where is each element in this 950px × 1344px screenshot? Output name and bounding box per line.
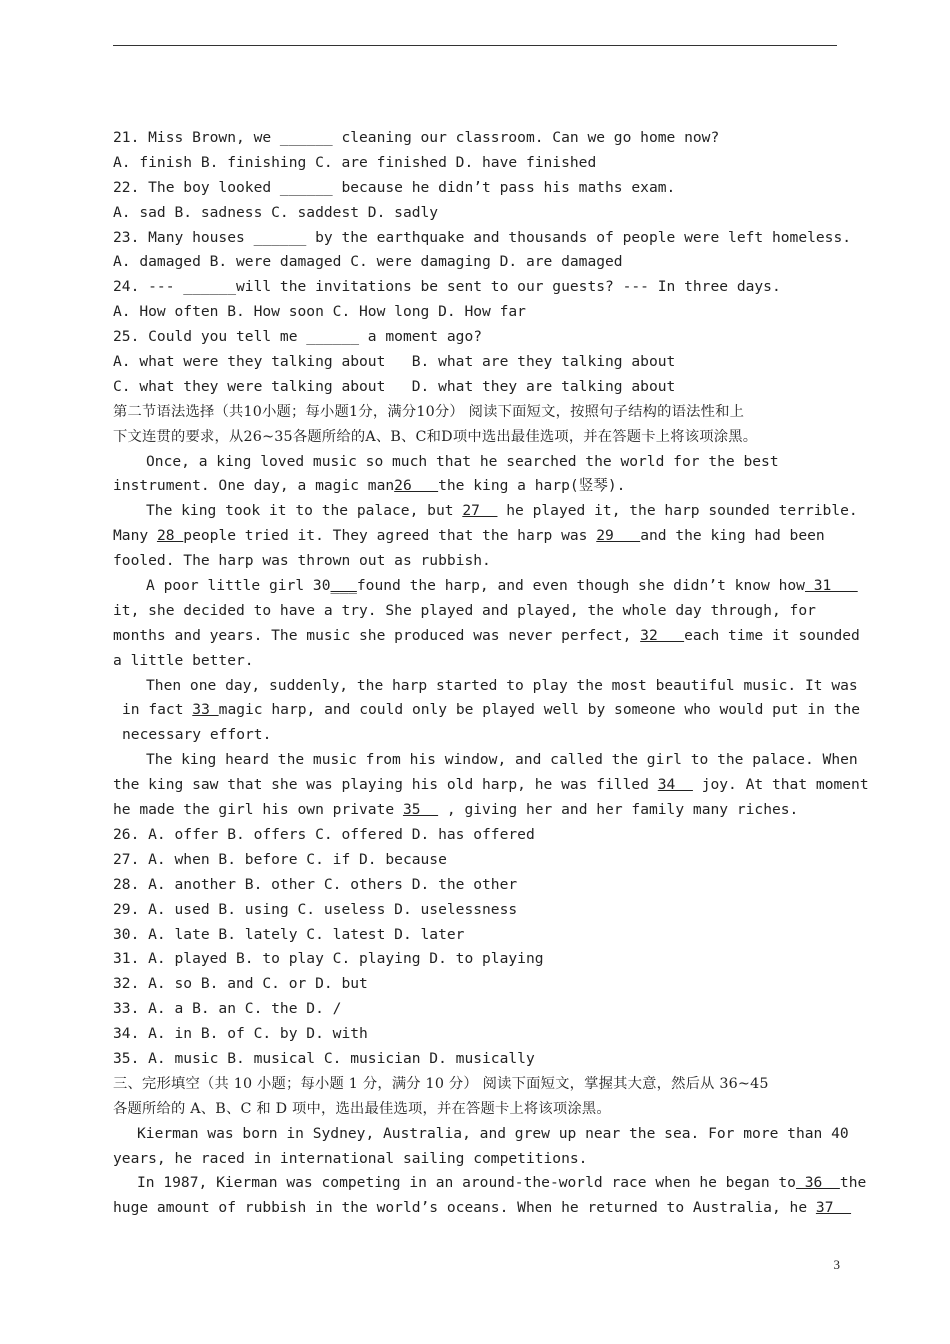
grammar-options-list [113,823,837,1072]
passage-line [113,574,858,599]
passage-text: people tried it. They agreed that the harp was [183,527,597,545]
passage-text: joy. At that moment [692,776,869,794]
passage-text: in fact [122,701,193,719]
question-stem: 21. Miss Brown, we ______ cleaning our classroom. Can we go home now? [113,129,720,146]
passage-line: Then one day, suddenly, the harp started to play the most beautiful music. It was [146,676,858,694]
passage-text: A poor little girl 30 [146,577,331,595]
blank-27: 27 [462,502,498,520]
passage-text: huge amount of rubbish in the world’s oceans. When he returned to Australia, he [113,1199,816,1217]
option-row: 32. A. so B. and C. or D. but [113,975,368,993]
passage-line: Once, a king loved music so much that he searched the world for the best [146,452,779,470]
blank-26: 26 [394,477,439,495]
question-25 [113,325,837,400]
question-stem: 25. Could you tell me ______ a moment ago? [113,328,483,346]
question-options: A. damaged B. were damaged C. were damaging D. are damaged [113,253,623,271]
passage-line [113,798,837,823]
question-options: A. what were they talking about B. what are they talking about [113,353,676,371]
passage-text: found the harp, and even though she didn’t know how [356,577,805,595]
passage-text: he made the girl his own private [113,801,403,819]
passage-line [113,698,861,723]
exam-content [113,126,869,1221]
blank-31: 31 [804,577,858,595]
option-row: 29. A. used B. using C. useless D. uselessness [113,900,518,918]
blank-32: 32 [640,626,685,644]
option-row: 34. A. in B. of C. by D. with [113,1025,368,1043]
option-row: 28. A. another B. other C. others D. the other [113,875,518,893]
passage-line [113,624,860,649]
passage-text: and the king had been [640,527,825,545]
header-rule [113,45,837,46]
grammar-passage [113,450,869,823]
passage-text: Many [113,527,157,545]
blank-37: 37 [815,1199,852,1217]
section-heading-line: 第二节语法选择（共10小题；每小题1分，满分10分） 阅读下面短文，按照句子结构的语法性和上 [113,403,745,420]
question-stem: 24. --- ______will the invitations be sent to our guests? --- In three days. [113,278,781,296]
section-heading-line: 三、完形填空（共 10 小题；每小题 1 分，满分 10 分） 阅读下面短文，掌握其大意，然后从 36~45 [113,1075,769,1092]
option-row: 31. A. played B. to play C. playing D. to playing [113,950,544,968]
passage-text: each time it sounded [684,626,860,644]
question-options: A. sad B. sadness C. saddest D. sadly [113,203,439,221]
blank-33: 33 [192,701,219,719]
passage-text: the king a harp(竖琴). [438,477,626,495]
option-row: 30. A. late B. lately C. latest D. later [113,925,465,943]
passage-line [113,1196,852,1221]
page-number: 3 [833,1257,840,1272]
passage-line [113,499,858,524]
option-row: 26. A. offer B. offers C. offered D. has offered [113,825,535,843]
question-options: C. what they were talking about D. what they are talking about [113,377,676,395]
blank-35: 35 [402,801,439,819]
question-stem: 23. Many houses ______ by the earthquake and thousands of people were left homeless. [113,228,852,246]
passage-text: he played it, the harp sounded terrible. [497,502,858,520]
passage-line: The king heard the music from his window, and called the girl to the palace. When [146,751,858,769]
question-23 [113,226,852,276]
passage-line: Kierman was born in Sydney, Australia, and grew up near the sea. For more than 40 [137,1124,849,1142]
passage-line [113,1171,867,1196]
option-row: 35. A. music B. musical C. musician D. musically [113,1049,535,1067]
question-options: A. How often B. How soon C. How long D. How far [113,303,526,321]
question-stem: 22. The boy looked ______ because he didn’t pass his maths exam. [113,178,676,196]
section-3-heading [113,1072,837,1122]
cloze-passage [113,1122,867,1222]
passage-line [113,773,869,798]
section-heading-line: 下文连贯的要求，从26~35各题所给的A、B、C和D项中选出最佳选项，并在答题卡上将该项涂黑。 [113,428,758,445]
passage-line: fooled. The harp was thrown out as rubbish. [113,552,491,570]
passage-text: the [839,1174,867,1192]
question-21 [113,126,837,176]
passage-text: instrument. One day, a magic man [113,477,395,495]
blank-30: ___ [330,577,357,595]
passage-line: years, he raced in international sailing competitions. [113,1149,588,1167]
passage-text: the king saw that she was playing his old harp, he was filled [113,776,658,794]
passage-line: necessary effort. [122,726,272,744]
passage-text: , giving her and her family many riches. [438,801,799,819]
question-options: A. finish B. finishing C. are finished D. have finished [113,153,597,171]
option-row: 27. A. when B. before C. if D. because [113,850,447,868]
passage-line: a little better. [113,651,254,669]
section-2-heading [113,400,837,450]
passage-line [113,474,837,499]
passage-text: In 1987, Kierman was competing in an around-the-world race when he began to [137,1174,796,1192]
blank-28: 28 [156,527,184,545]
passage-text: magic harp, and could only be played well by someone who would put in the [218,701,861,719]
blank-34: 34 [657,776,693,794]
blank-29: 29 [596,527,641,545]
passage-line [113,524,837,549]
question-22 [113,176,837,226]
option-row: 33. A. a B. an C. the D. / [113,1000,342,1018]
blank-36: 36 [795,1174,840,1192]
passage-line: it, she decided to have a try. She played and played, the whole day through, for [113,601,816,619]
section-heading-line: 各题所给的 A、B、C 和 D 项中，选出最佳选项，并在答题卡上将该项涂黑。 [113,1100,611,1117]
passage-text: months and years. The music she produced was never perfect, [113,626,641,644]
question-24 [113,275,837,325]
passage-text: The king took it to the palace, but [146,502,463,520]
